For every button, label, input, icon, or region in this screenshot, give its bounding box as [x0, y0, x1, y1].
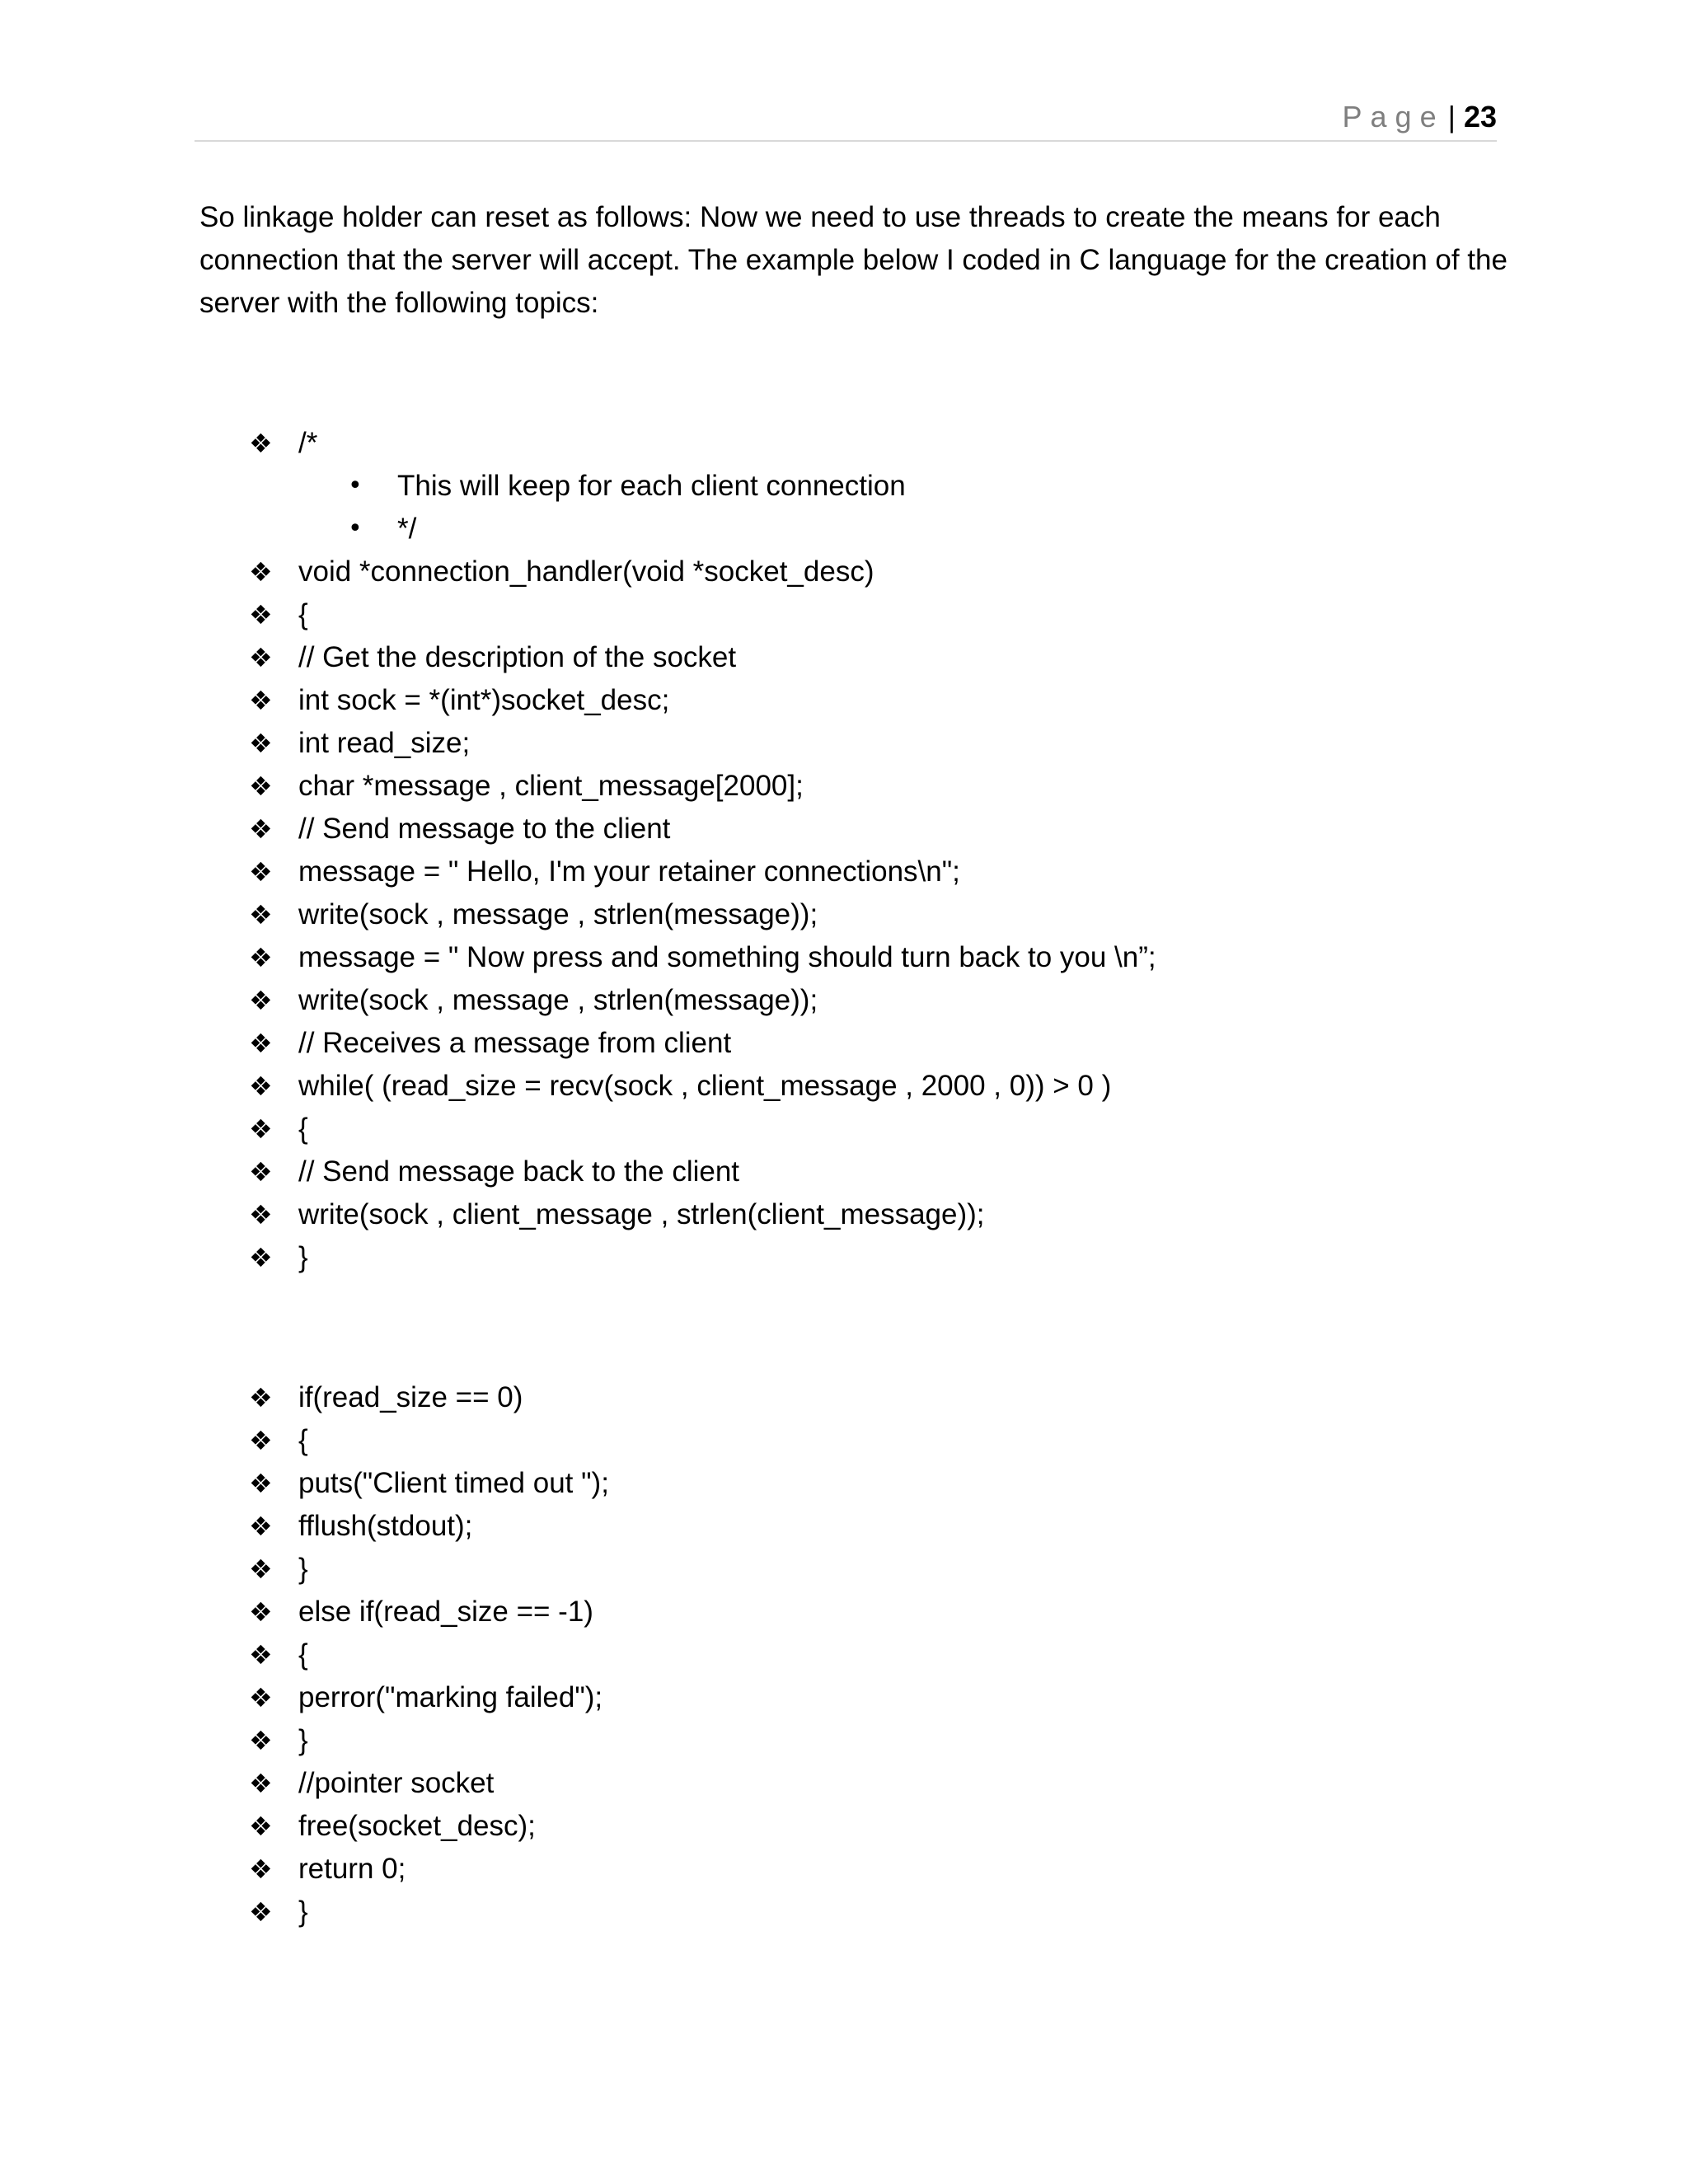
list-item — [199, 1193, 1518, 1236]
list-item — [199, 979, 1518, 1022]
intro-line: So linkage holder can reset as follows: Now we need to use threads to create the means for each — [199, 201, 1441, 233]
code-list-connection-handler — [199, 422, 1518, 1279]
code-line-text: /* — [298, 427, 318, 459]
code-line-text: { — [298, 1638, 308, 1671]
diamond-bullet-icon: ❖ — [249, 1811, 273, 1842]
list-item — [199, 1505, 1518, 1548]
code-list-read-size-check — [199, 1376, 1518, 1933]
dot-bullet-icon: • — [348, 471, 363, 500]
diamond-bullet-icon: ❖ — [249, 1382, 273, 1413]
code-line-text: void *connection_handler(void *socket_desc) — [298, 555, 874, 588]
intro-line: server with the following topics: — [199, 287, 599, 319]
list-item — [199, 422, 1518, 465]
diamond-bullet-icon: ❖ — [249, 1511, 273, 1542]
list-item — [199, 893, 1518, 936]
list-item — [199, 593, 1518, 636]
list-item — [199, 1022, 1518, 1065]
list-item — [199, 1236, 1518, 1279]
code-line-text: This will keep for each client connection — [397, 470, 906, 502]
code-line-text: if(read_size == 0) — [298, 1381, 523, 1413]
diamond-bullet-icon: ❖ — [249, 1071, 273, 1102]
diamond-bullet-icon: ❖ — [249, 642, 273, 673]
intro-line: connection that the server will accept. The example below I coded in C language for the creation of the — [199, 244, 1507, 276]
list-item — [199, 936, 1518, 979]
diamond-bullet-icon: ❖ — [249, 771, 273, 802]
list-item — [199, 636, 1518, 679]
list-item — [199, 1848, 1518, 1891]
list-item — [199, 1719, 1518, 1762]
code-line-text: puts("Client timed out "); — [298, 1467, 609, 1499]
code-line-text: //pointer socket — [298, 1767, 495, 1799]
code-line-text: // Send message back to the client — [298, 1155, 740, 1188]
page-separator: | — [1447, 100, 1456, 134]
code-line-text: while( (read_size = recv(sock , client_message , 2000 , 0)) > 0 ) — [298, 1070, 1112, 1102]
diamond-bullet-icon: ❖ — [249, 1156, 273, 1188]
diamond-bullet-icon: ❖ — [249, 1028, 273, 1059]
diamond-bullet-icon: ❖ — [249, 685, 273, 716]
code-line-text: write(sock , message , strlen(message)); — [298, 984, 818, 1016]
diamond-bullet-icon: ❖ — [249, 1199, 273, 1230]
diamond-bullet-icon: ❖ — [249, 1639, 273, 1671]
list-item — [199, 1376, 1518, 1419]
page-word: Page — [1342, 100, 1445, 134]
diamond-bullet-icon: ❖ — [249, 1854, 273, 1885]
sub-list-item — [199, 465, 1518, 508]
list-item — [199, 551, 1518, 593]
list-item — [199, 765, 1518, 808]
diamond-bullet-icon: ❖ — [249, 556, 273, 588]
code-line-text: // Send message to the client — [298, 813, 671, 845]
list-item — [199, 808, 1518, 851]
list-item — [199, 851, 1518, 893]
diamond-bullet-icon: ❖ — [249, 1554, 273, 1585]
page-header — [195, 97, 1497, 142]
code-line-text: fflush(stdout); — [298, 1510, 473, 1542]
code-line-text: } — [298, 1553, 308, 1585]
code-line-text: perror("marking failed"); — [298, 1681, 603, 1713]
code-line-text: else if(read_size == -1) — [298, 1596, 593, 1628]
list-item — [199, 1762, 1518, 1805]
diamond-bullet-icon: ❖ — [249, 1242, 273, 1273]
list-item — [199, 1676, 1518, 1719]
code-line-text: // Get the description of the socket — [298, 641, 737, 673]
list-item — [199, 1419, 1518, 1462]
list-item — [199, 1633, 1518, 1676]
list-item — [199, 1591, 1518, 1633]
sub-list-item — [199, 508, 1518, 551]
intro-paragraph — [199, 196, 1518, 325]
diamond-bullet-icon: ❖ — [249, 728, 273, 759]
code-line-text: { — [298, 598, 308, 630]
list-item — [199, 679, 1518, 722]
dot-bullet-icon: • — [348, 514, 363, 543]
list-item — [199, 1065, 1518, 1108]
code-line-text: message = " Hello, I'm your retainer connections\n"; — [298, 855, 960, 888]
code-line-text: } — [298, 1241, 308, 1273]
diamond-bullet-icon: ❖ — [249, 1425, 273, 1456]
code-line-text: int read_size; — [298, 727, 471, 759]
diamond-bullet-icon: ❖ — [249, 428, 273, 459]
diamond-bullet-icon: ❖ — [249, 942, 273, 973]
diamond-bullet-icon: ❖ — [249, 1725, 273, 1756]
code-line-text: message = " Now press and something should turn back to you \n”; — [298, 941, 1156, 973]
list-item — [199, 1151, 1518, 1193]
list-item — [199, 722, 1518, 765]
code-line-text: } — [298, 1896, 308, 1928]
code-line-text: */ — [397, 513, 417, 545]
list-item — [199, 1891, 1518, 1933]
diamond-bullet-icon: ❖ — [249, 1682, 273, 1713]
code-line-text: return 0; — [298, 1853, 406, 1885]
list-item — [199, 1108, 1518, 1151]
diamond-bullet-icon: ❖ — [249, 1896, 273, 1928]
code-line-text: write(sock , message , strlen(message)); — [298, 898, 818, 930]
code-line-text: } — [298, 1724, 308, 1756]
list-item — [199, 1805, 1518, 1848]
diamond-bullet-icon: ❖ — [249, 813, 273, 845]
code-line-text: write(sock , client_message , strlen(client_message)); — [298, 1198, 985, 1230]
code-line-text: // Receives a message from client — [298, 1027, 732, 1059]
code-line-text: { — [298, 1113, 308, 1145]
code-line-text: char *message , client_message[2000]; — [298, 770, 804, 802]
diamond-bullet-icon: ❖ — [249, 899, 273, 930]
diamond-bullet-icon: ❖ — [249, 1113, 273, 1145]
diamond-bullet-icon: ❖ — [249, 1768, 273, 1799]
diamond-bullet-icon: ❖ — [249, 599, 273, 630]
diamond-bullet-icon: ❖ — [249, 856, 273, 888]
code-line-text: int sock = *(int*)socket_desc; — [298, 684, 670, 716]
diamond-bullet-icon: ❖ — [249, 985, 273, 1016]
code-line-text: { — [298, 1424, 308, 1456]
page-number: 23 — [1463, 100, 1497, 134]
list-item — [199, 1462, 1518, 1505]
diamond-bullet-icon: ❖ — [249, 1468, 273, 1499]
diamond-bullet-icon: ❖ — [249, 1596, 273, 1628]
page-number-label — [1343, 97, 1497, 137]
list-item — [199, 1548, 1518, 1591]
code-line-text: free(socket_desc); — [298, 1810, 536, 1842]
